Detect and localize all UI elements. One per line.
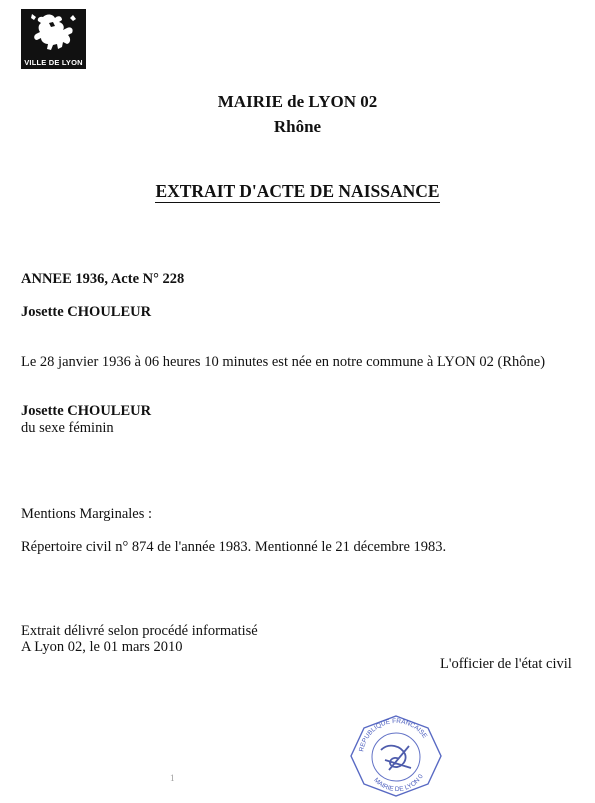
person-sex: du sexe féminin xyxy=(21,420,114,436)
officer-label: L'officier de l'état civil xyxy=(440,656,572,672)
name-heading: Josette CHOULEUR xyxy=(21,304,152,320)
document-title xyxy=(0,181,595,202)
official-stamp xyxy=(345,712,447,798)
acte-reference: ANNEE 1936, Acte N° 228 xyxy=(21,271,185,287)
logo-text: VILLE DE LYON xyxy=(24,58,83,67)
document-title-text: EXTRAIT D'ACTE DE NAISSANCE xyxy=(155,181,440,201)
page-mark: 1 xyxy=(170,773,175,783)
departement-heading: Rhône xyxy=(273,117,322,136)
mentions-label: Mentions Marginales : xyxy=(21,506,153,522)
place-date: A Lyon 02, le 01 mars 2010 xyxy=(21,639,183,655)
mairie-heading: MAIRIE de LYON 02 xyxy=(217,92,378,111)
mentions-text: Répertoire civil n° 874 de l'année 1983. Mentionné le 21 décembre 1983. xyxy=(21,539,447,555)
svg-text:MAIRIE DE LYON 02: MAIRIE DE LYON 0 xyxy=(372,773,425,794)
ville-de-lyon-logo xyxy=(21,9,86,69)
person-name: Josette CHOULEUR xyxy=(21,403,152,419)
svg-text:REPUBLIQUE FRANCAISE: REPUBLIQUE FRANCAISE xyxy=(358,717,429,753)
lion-icon xyxy=(29,11,79,53)
delivery-note: Extrait délivré selon procédé informatisé xyxy=(21,623,258,639)
birth-statement: Le 28 janvier 1936 à 06 heures 10 minutes est née en notre commune à LYON 02 (Rhône) xyxy=(21,354,546,370)
